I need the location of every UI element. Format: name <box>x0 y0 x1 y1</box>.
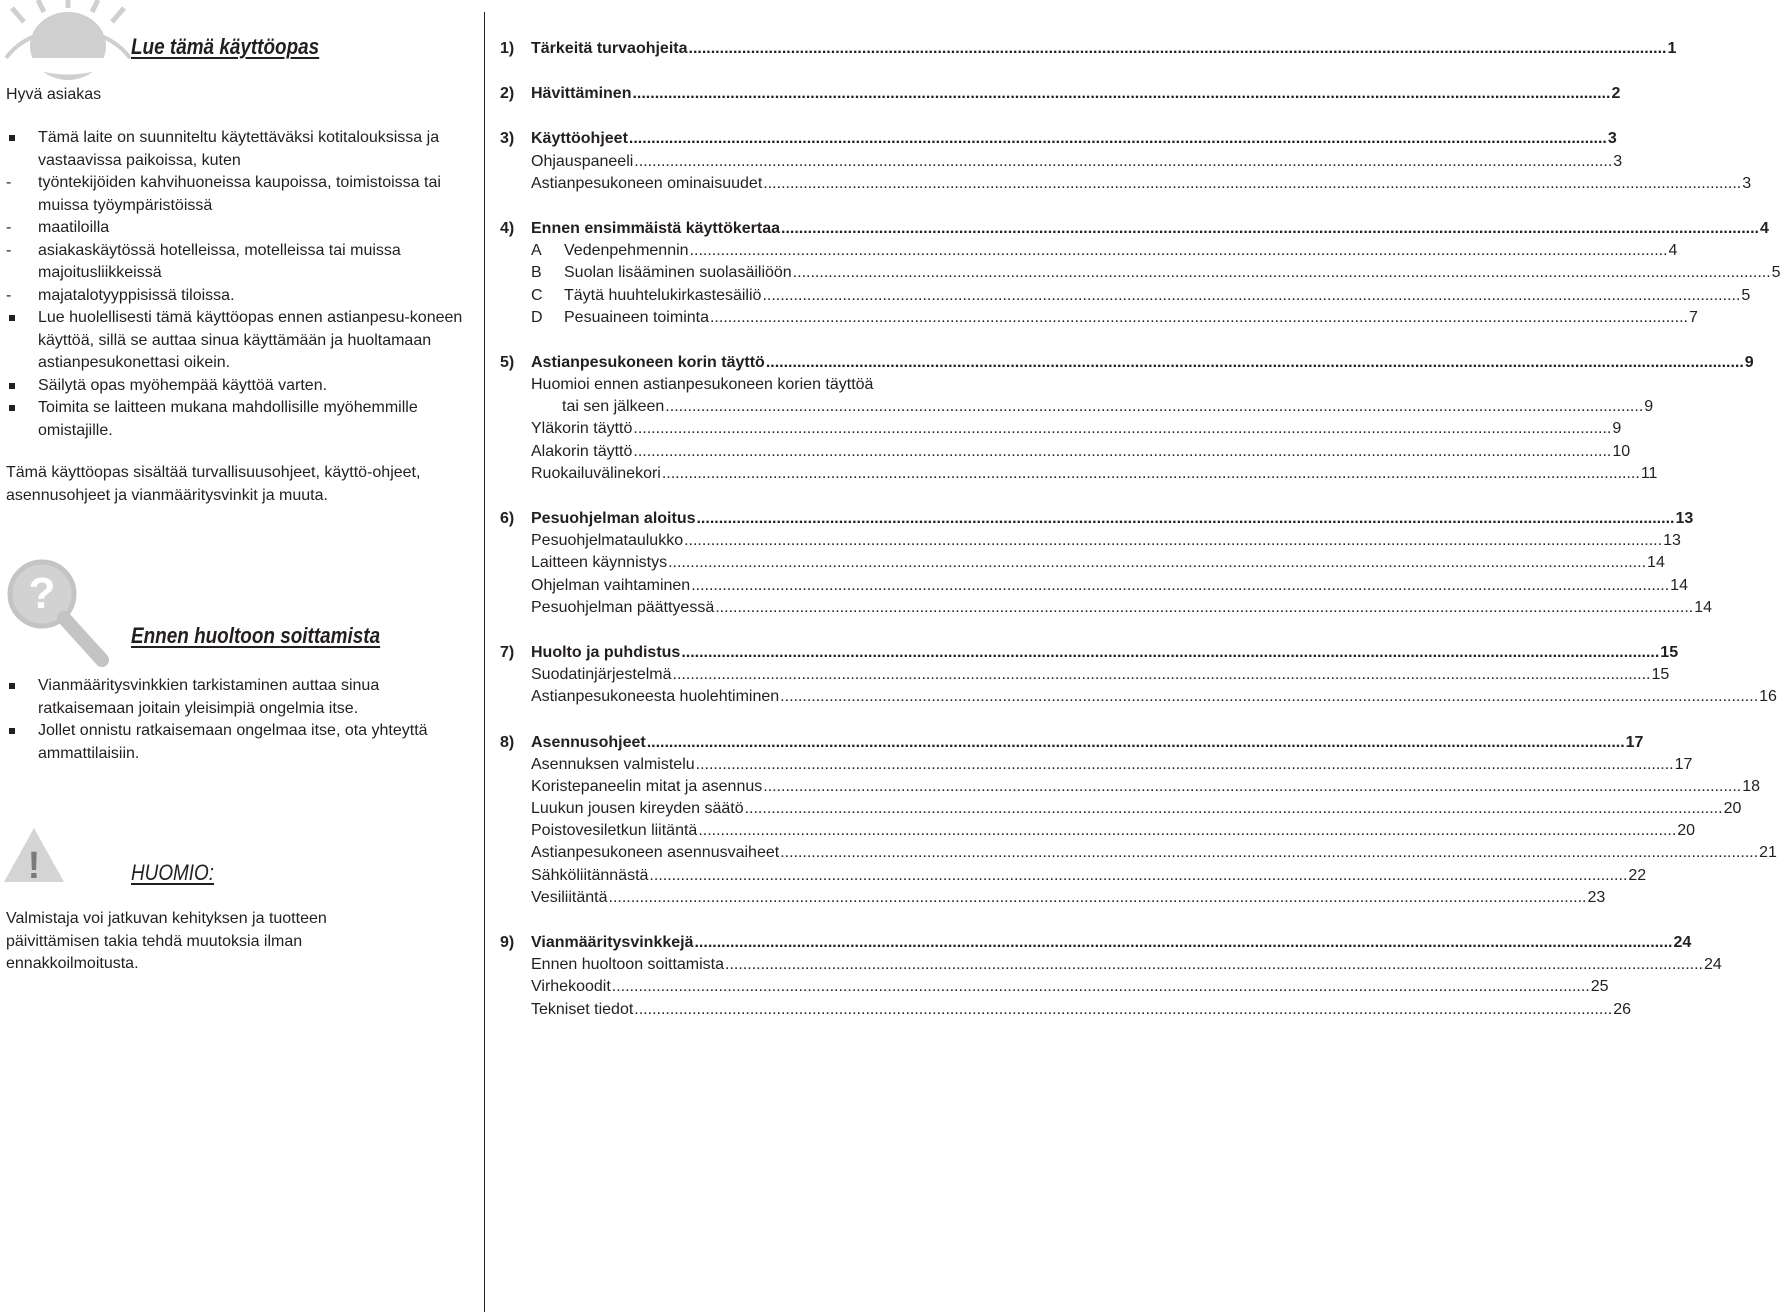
toc-leader: ............................................................................................................................................................................................................................ <box>709 308 1688 326</box>
page-title: Lue tämä käyttöopas <box>131 34 320 59</box>
toc-page: 9 <box>1744 353 1754 371</box>
toc-entry[interactable] <box>500 40 1677 62</box>
toc-leader: ............................................................................................................................................................................................................................ <box>691 576 1670 594</box>
toc-sub-entry[interactable] <box>500 442 1631 465</box>
toc-title: Hävittäminen <box>531 85 632 103</box>
toc-page: 3 <box>1613 152 1623 170</box>
toc-page: 23 <box>1587 888 1606 906</box>
toc-sub-title: Astianpesukoneesta huolehtiminen <box>531 688 780 706</box>
toc-page: 25 <box>1590 978 1609 996</box>
toc-sub-title: tai sen jälkeen <box>562 398 665 416</box>
toc-page: 21 <box>1759 844 1777 862</box>
toc-page: 3 <box>1607 130 1617 148</box>
toc-leader: ............................................................................................................................................................................................................................ <box>611 978 1590 996</box>
toc-leader: ............................................................................................................................................................................................................................ <box>661 464 1640 482</box>
toc-number: 6) <box>500 510 515 527</box>
toc-sub-title: Astianpesukoneen asennusvaiheet <box>531 844 780 862</box>
question-glyph: ? <box>28 569 56 618</box>
toc-sub-title: Koristepaneelin mitat ja asennus <box>531 777 763 795</box>
toc-sub-entry[interactable] <box>500 576 1688 599</box>
toc-title: Ennen ensimmäistä käyttökertaa <box>531 219 780 237</box>
toc-entry[interactable] <box>500 733 1644 756</box>
toc-leader: ............................................................................................................................................................................................................................ <box>681 643 1660 661</box>
toc-section <box>500 85 1621 107</box>
toc-page: 15 <box>1651 666 1670 684</box>
toc-leader: ............................................................................................................................................................................................................................ <box>668 554 1647 572</box>
toc-page: 9 <box>1612 420 1622 438</box>
toc-section <box>500 643 1777 711</box>
toc-sub-entry[interactable] <box>500 308 1698 331</box>
toc-sub-entry[interactable] <box>500 688 1777 710</box>
toc-title: Huolto ja puhdistus <box>531 643 681 661</box>
note-heading: HUOMIO: <box>131 860 215 885</box>
toc-sub-entry[interactable] <box>500 888 1606 911</box>
toc-sub-entry[interactable] <box>500 978 1609 1000</box>
toc-sub-title: Yläkorin täyttö <box>531 420 633 438</box>
magnifier-question-icon <box>2 556 110 668</box>
toc-leader: ............................................................................................................................................................................................................................ <box>684 532 1663 550</box>
toc-page: 24 <box>1703 956 1722 974</box>
summary-paragraph: Tämä käyttöopas sisältää turvallisuusohjeet, käyttö-ohjeet, asennusohjeet ja vianmääritysvinkit ja muuta. <box>6 464 421 504</box>
toc-leader: ............................................................................................................................................................................................................................ <box>688 40 1667 57</box>
table-of-contents <box>500 40 1781 1046</box>
toc-leader: ............................................................................................................................................................................................................................ <box>633 420 1612 438</box>
greeting: Hyvä asiakas <box>6 86 102 103</box>
intro-sub-item: - majatalotyyppisissä tiloissa. <box>6 285 476 308</box>
toc-page: 26 <box>1613 1000 1632 1018</box>
toc-leader: ............................................................................................................................................................................................................................ <box>665 398 1644 416</box>
toc-section <box>500 510 1712 621</box>
toc-sub-title: Luukun jousen kireyden säätö <box>531 800 744 818</box>
toc-sub-title: Huomioi ennen astianpesukoneen korien täyttöä <box>531 376 874 394</box>
toc-page: 5 <box>1741 286 1751 304</box>
warning-triangle-icon <box>2 824 66 887</box>
toc-leader: ............................................................................................................................................................................................................................ <box>695 755 1674 773</box>
toc-sub-title: Tekniset tiedot <box>531 1000 634 1018</box>
toc-leader: ............................................................................................................................................................................................................................ <box>649 866 1628 884</box>
toc-sub-title: Suodatinjärjestelmä <box>531 666 672 684</box>
toc-section <box>500 219 1781 331</box>
toc-entry[interactable] <box>500 85 1621 107</box>
toc-number: 1) <box>500 40 515 57</box>
toc-page: 10 <box>1612 442 1631 460</box>
intro-sub-item: - työntekijöiden kahvihuoneissa kaupoissa, toimistoissa tai muissa työympäristöissä <box>6 172 476 217</box>
toc-page: 2 <box>1611 85 1621 103</box>
service-bullet: Vianmääritysvinkkien tarkistaminen auttaa sinua ratkaisemaan joitain yleisimpiä ongelmia itse. <box>6 675 446 720</box>
toc-page: 9 <box>1644 398 1654 416</box>
toc-sub-title: Vesiliitäntä <box>531 888 608 906</box>
toc-sub-entry[interactable] <box>500 464 1658 487</box>
toc-number: 5) <box>500 353 515 371</box>
toc-sub-title: Asennuksen valmistelu <box>531 755 695 773</box>
toc-page: 20 <box>1677 822 1696 840</box>
intro-bullet: Toimita se laitteen mukana mahdollisille myöhemmille omistajille. <box>6 397 476 442</box>
intro-bullet: Säilytä opas myöhempää käyttöä varten. <box>6 375 476 398</box>
toc-sub-entry[interactable] <box>500 242 1678 264</box>
eye-icon <box>4 0 132 84</box>
toc-leader: ............................................................................................................................................................................................................................ <box>628 130 1607 148</box>
toc-page: 11 <box>1640 464 1658 482</box>
toc-page: 1 <box>1667 40 1677 57</box>
toc-page: 17 <box>1674 755 1693 773</box>
toc-sub-title: Sähköliitännästä <box>531 866 649 884</box>
toc-page: 14 <box>1647 554 1665 572</box>
toc-entry[interactable] <box>500 643 1679 666</box>
toc-sub-entry[interactable] <box>500 755 1693 778</box>
toc-section <box>500 733 1777 912</box>
toc-leader: ............................................................................................................................................................................................................................ <box>634 152 1613 170</box>
toc-title: Pesuohjelman aloitus <box>531 510 696 527</box>
toc-letter: B <box>531 264 542 282</box>
toc-leader: ............................................................................................................................................................................................................................ <box>780 688 1759 706</box>
toc-page: 7 <box>1688 308 1698 326</box>
toc-sub-title: Astianpesukoneen ominaisuudet <box>531 174 763 192</box>
toc-leader: ............................................................................................................................................................................................................................ <box>689 242 1668 260</box>
toc-leader: ............................................................................................................................................................................................................................ <box>762 286 1741 304</box>
toc-sub-title: Pesuohjelman päättyessä <box>531 598 715 616</box>
toc-number: 2) <box>500 85 515 103</box>
toc-sub-entry[interactable] <box>500 286 1751 309</box>
toc-sub-entry[interactable] <box>500 866 1647 889</box>
intro-sub-item: - asiakaskäytössä hotelleissa, motelleissa tai muissa majoitusliikkeissä <box>6 240 476 285</box>
toc-page: 4 <box>1668 242 1678 260</box>
toc-leader: ............................................................................................................................................................................................................................ <box>781 219 1759 237</box>
toc-leader: ............................................................................................................................................................................................................................ <box>763 777 1742 795</box>
service-section <box>6 675 446 765</box>
toc-title: Astianpesukoneen korin täyttö <box>531 353 765 371</box>
toc-title: Tärkeitä turvaohjeita <box>531 40 688 57</box>
toc-leader: ............................................................................................................................................................................................................................ <box>725 956 1703 974</box>
toc-page: 14 <box>1694 598 1712 616</box>
toc-number: 3) <box>500 130 515 148</box>
toc-leader: ............................................................................................................................................................................................................................ <box>765 353 1744 371</box>
intro-bullet-text: Tämä laite on suunniteltu käytettäväksi kotitalouksissa ja vastaavissa paikoissa, kuten <box>38 129 440 169</box>
toc-leader: ............................................................................................................................................................................................................................ <box>744 800 1723 818</box>
toc-leader: ............................................................................................................................................................................................................................ <box>632 85 1611 103</box>
toc-sub-title: Ennen huoltoon soittamista <box>531 956 725 974</box>
toc-sub-entry[interactable] <box>500 420 1622 442</box>
service-bullet: Jollet onnistu ratkaisemaan ongelmaa itse, ota yhteyttä ammattilaisiin. <box>6 720 446 765</box>
toc-leader: ............................................................................................................................................................................................................................ <box>694 934 1673 951</box>
toc-page: 4 <box>1759 219 1769 237</box>
toc-page: 3 <box>1742 174 1752 192</box>
toc-page: 18 <box>1742 777 1761 795</box>
toc-sub-entry[interactable] <box>500 844 1777 866</box>
column-divider <box>484 12 485 1312</box>
toc-leader: ............................................................................................................................................................................................................................ <box>698 822 1677 840</box>
intro-section <box>6 127 476 442</box>
toc-leader: ............................................................................................................................................................................................................................ <box>763 174 1742 192</box>
toc-leader: ............................................................................................................................................................................................................................ <box>715 598 1694 616</box>
toc-entry[interactable] <box>500 510 1694 532</box>
toc-page: 13 <box>1663 532 1681 550</box>
toc-sub-entry[interactable] <box>500 376 958 398</box>
toc-entry[interactable] <box>500 219 1769 242</box>
toc-number: 4) <box>500 219 515 237</box>
toc-sub-entry[interactable] <box>500 152 1623 175</box>
toc-sub-title: Poistovesiletkun liitäntä <box>531 822 698 840</box>
toc-sub-entry[interactable] <box>500 822 1696 844</box>
toc-sub-entry[interactable] <box>500 800 1742 822</box>
intro-bullet: Lue huolellisesti tämä käyttöopas ennen astianpesu-koneen käyttöä, sillä se auttaa sinua käyttämään ja huoltamaan astianpesukonettasi oikein. <box>6 307 476 375</box>
toc-page: 5 <box>1771 264 1781 282</box>
toc-sub-entry[interactable] <box>500 598 1712 621</box>
toc-number: 9) <box>500 934 515 951</box>
toc-leader: ............................................................................................................................................................................................................................ <box>608 888 1587 906</box>
toc-sub-title: Suolan lisääminen suolasäiliöön <box>564 264 792 282</box>
toc-section <box>500 130 1752 197</box>
toc-sub-title: Ruokailuvälinekori <box>531 464 661 482</box>
toc-sub-entry[interactable] <box>500 264 1781 286</box>
toc-section <box>500 353 1754 487</box>
toc-sub-title: Laitteen käynnistys <box>531 554 668 572</box>
toc-sub-title: Vedenpehmennin <box>564 242 689 260</box>
toc-letter: A <box>531 242 542 260</box>
toc-section <box>500 40 1677 62</box>
toc-leader: ............................................................................................................................................................................................................................ <box>696 510 1675 527</box>
toc-page: 24 <box>1673 934 1692 951</box>
toc-number: 8) <box>500 733 515 751</box>
toc-sub-entry[interactable] <box>500 174 1752 197</box>
toc-title: Vianmääritysvinkkejä <box>531 934 694 951</box>
toc-section <box>500 934 1722 1023</box>
toc-sub-entry[interactable] <box>500 666 1670 688</box>
toc-sub-entry[interactable] <box>500 532 1681 554</box>
warning-glyph: ! <box>27 845 41 887</box>
toc-title: Käyttöohjeet <box>531 130 628 148</box>
toc-entry[interactable] <box>500 130 1617 152</box>
toc-sub-title: Alakorin täyttö <box>531 442 633 460</box>
toc-sub-title: Pesuaineen toiminta <box>564 308 709 326</box>
toc-entry[interactable] <box>500 934 1692 956</box>
intro-sub-item: - maatiloilla <box>6 217 476 240</box>
toc-sub-entry[interactable] <box>500 398 1654 420</box>
toc-letter: D <box>531 308 543 326</box>
toc-letter: C <box>531 286 543 304</box>
toc-sub-title: Ohjelman vaihtaminen <box>531 576 691 594</box>
toc-title: Asennusohjeet <box>531 733 646 751</box>
toc-page: 16 <box>1759 688 1777 706</box>
toc-page: 17 <box>1625 733 1644 751</box>
toc-leader: ............................................................................................................................................................................................................................ <box>634 1000 1613 1018</box>
toc-number: 7) <box>500 643 515 661</box>
service-heading: Ennen huoltoon soittamista <box>131 623 381 648</box>
toc-sub-entry[interactable] <box>500 554 1665 576</box>
toc-leader: ............................................................................................................................................................................................................................ <box>672 666 1651 684</box>
toc-entry[interactable] <box>500 353 1754 376</box>
toc-page: 15 <box>1660 643 1679 661</box>
toc-sub-title: Ohjauspaneeli <box>531 152 634 170</box>
toc-sub-entry[interactable] <box>500 1000 1632 1023</box>
toc-sub-entry[interactable] <box>500 956 1722 978</box>
toc-page: 22 <box>1628 866 1647 884</box>
toc-leader: ............................................................................................................................................................................................................................ <box>646 733 1625 751</box>
toc-sub-entry[interactable] <box>500 777 1761 800</box>
intro-bullet <box>6 127 476 307</box>
toc-sub-title: Pesuohjelmataulukko <box>531 532 684 550</box>
toc-page: 14 <box>1670 576 1688 594</box>
toc-leader: ............................................................................................................................................................................................................................ <box>792 264 1771 282</box>
toc-sub-title: Virhekoodit <box>531 978 611 996</box>
toc-page: 13 <box>1675 510 1694 527</box>
toc-leader: ............................................................................................................................................................................................................................ <box>780 844 1759 862</box>
toc-leader: ............................................................................................................................................................................................................................ <box>633 442 1612 460</box>
toc-page: 20 <box>1723 800 1742 818</box>
toc-sub-title: Täytä huuhtelukirkastesäiliö <box>564 286 762 304</box>
note-text: Valmistaja voi jatkuvan kehityksen ja tuotteen päivittämisen takia tehdä muutoksia ilman ennakkoilmoitusta. <box>6 910 327 972</box>
